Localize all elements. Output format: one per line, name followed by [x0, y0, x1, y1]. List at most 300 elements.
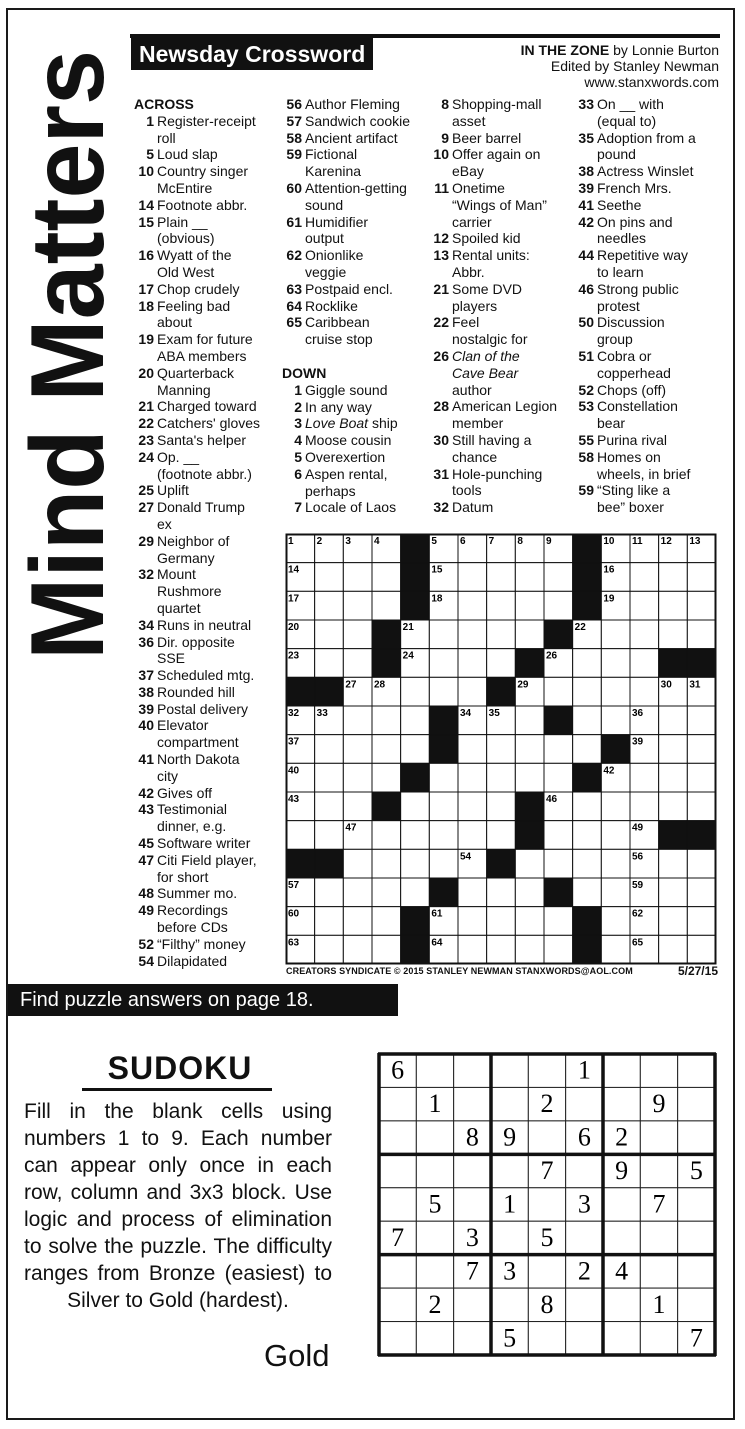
clue-number: 8	[441, 96, 449, 112]
crossword-cell[interactable]	[601, 792, 630, 821]
clue-line	[429, 230, 579, 247]
crossword-cell[interactable]	[573, 677, 602, 706]
clue-text: Chop crudely	[157, 280, 240, 297]
sudoku-cell[interactable]	[379, 1154, 416, 1187]
crossword-cell[interactable]	[458, 878, 487, 907]
crossword-cell[interactable]	[487, 878, 516, 907]
sudoku-given-digit: 5	[689, 1156, 703, 1186]
sudoku-cell[interactable]	[491, 1154, 528, 1187]
sudoku-cell[interactable]	[528, 1255, 565, 1288]
crossword-cell[interactable]	[343, 706, 372, 735]
crossword-cell-number: 43	[288, 794, 300, 805]
clue-text: American Legion	[452, 398, 558, 415]
sudoku-cell[interactable]	[379, 1121, 416, 1154]
crossword-cell[interactable]	[544, 563, 573, 592]
crossword-cell[interactable]	[315, 821, 344, 850]
crossword-cell[interactable]	[343, 763, 372, 792]
crossword-black-square	[659, 821, 688, 850]
clue-line	[134, 701, 282, 718]
crossword-cell[interactable]	[458, 649, 487, 678]
crossword-cell[interactable]	[372, 821, 401, 850]
crossword-cell-number: 3	[345, 536, 351, 547]
crossword-cell[interactable]	[630, 649, 659, 678]
clue-text: Chops (off)	[597, 381, 666, 398]
crossword-cell[interactable]	[659, 878, 688, 907]
clue-line	[134, 113, 282, 130]
crossword-cell[interactable]	[429, 649, 458, 678]
clue-line	[134, 835, 282, 852]
sudoku-cell[interactable]	[416, 1255, 453, 1288]
clue-number: 32	[433, 499, 449, 516]
clue-number: 35	[578, 129, 594, 146]
crossword-cell[interactable]	[429, 763, 458, 792]
clue-number	[134, 869, 157, 886]
crossword-cell[interactable]	[687, 792, 716, 821]
crossword-cell[interactable]	[515, 907, 544, 936]
crossword-cell[interactable]	[372, 878, 401, 907]
crossword-cell[interactable]	[630, 620, 659, 649]
crossword-cell[interactable]	[659, 907, 688, 936]
crossword-cell[interactable]	[573, 878, 602, 907]
crossword-cell-number: 27	[345, 679, 357, 691]
crossword-cell-number: 24	[402, 650, 414, 662]
crossword-cell[interactable]	[515, 935, 544, 964]
sudoku-cell[interactable]	[603, 1054, 640, 1087]
clue-number	[574, 264, 597, 281]
sudoku-cell[interactable]	[603, 1221, 640, 1254]
crossword-cell[interactable]	[458, 591, 487, 620]
crossword-cell[interactable]	[601, 649, 630, 678]
sudoku-cell[interactable]	[678, 1288, 715, 1321]
clue-text: (obvious)	[157, 230, 215, 247]
crossword-cell[interactable]	[372, 735, 401, 764]
clue-text: Summer mo.	[157, 885, 238, 902]
crossword-black-square	[544, 706, 573, 735]
crossword-cell[interactable]	[429, 792, 458, 821]
sudoku-cell[interactable]	[678, 1188, 715, 1221]
sudoku-cell[interactable]	[379, 1188, 416, 1221]
sudoku-cell[interactable]	[678, 1255, 715, 1288]
clue-text: Software writer	[157, 835, 251, 852]
clue-number	[134, 230, 157, 247]
crossword-cell[interactable]	[601, 706, 630, 735]
crossword-cell[interactable]	[315, 649, 344, 678]
sudoku-cell[interactable]	[640, 1322, 677, 1355]
sudoku-cell[interactable]	[566, 1322, 603, 1355]
sudoku-cell[interactable]	[603, 1188, 640, 1221]
crossword-cell[interactable]	[458, 735, 487, 764]
puzzle-author: by Lonnie Burton	[613, 42, 719, 58]
crossword-cell[interactable]	[372, 763, 401, 792]
crossword-cell[interactable]	[687, 563, 716, 592]
crossword-cell[interactable]	[401, 849, 430, 878]
crossword-cell[interactable]	[687, 591, 716, 620]
sudoku-cell[interactable]	[491, 1221, 528, 1254]
sudoku-cell[interactable]	[603, 1288, 640, 1321]
sudoku-cell[interactable]	[640, 1221, 677, 1254]
crossword-cell[interactable]	[687, 763, 716, 792]
clue-line	[429, 449, 579, 466]
clue-number: 18	[138, 297, 154, 314]
crossword-cell[interactable]	[286, 821, 315, 850]
crossword-cell[interactable]	[515, 735, 544, 764]
sudoku-cell[interactable]	[528, 1188, 565, 1221]
crossword-cell[interactable]	[401, 878, 430, 907]
crossword-cell[interactable]	[315, 563, 344, 592]
crossword-cell[interactable]	[429, 620, 458, 649]
clue-number: 14	[138, 196, 154, 213]
crossword-cell[interactable]	[458, 821, 487, 850]
clue-line	[574, 163, 724, 180]
crossword-cell[interactable]	[573, 849, 602, 878]
clue-line	[134, 449, 282, 466]
crossword-cell[interactable]	[487, 591, 516, 620]
crossword-cell[interactable]	[487, 763, 516, 792]
crossword-cell[interactable]	[343, 935, 372, 964]
crossword-cell-number: 46	[546, 794, 558, 805]
crossword-cell[interactable]	[630, 563, 659, 592]
crossword-grid[interactable]	[286, 534, 716, 964]
sudoku-cell[interactable]	[678, 1054, 715, 1087]
crossword-cell[interactable]	[487, 935, 516, 964]
sudoku-cell[interactable]	[416, 1054, 453, 1087]
crossword-cell[interactable]	[573, 821, 602, 850]
crossword-cell[interactable]	[401, 706, 430, 735]
crossword-cell-number: 1	[288, 536, 294, 547]
crossword-cell[interactable]	[544, 907, 573, 936]
crossword-cell[interactable]	[573, 792, 602, 821]
sudoku-cell[interactable]	[379, 1322, 416, 1355]
clue-text: perhaps	[305, 482, 356, 499]
crossword-cell[interactable]	[544, 849, 573, 878]
crossword-cell[interactable]	[315, 935, 344, 964]
sudoku-cell[interactable]	[566, 1154, 603, 1187]
sudoku-cell[interactable]	[640, 1121, 677, 1154]
crossword-cell[interactable]	[401, 677, 430, 706]
crossword-cell[interactable]	[659, 935, 688, 964]
crossword-cell[interactable]	[458, 763, 487, 792]
clue-line	[134, 852, 282, 869]
crossword-cell[interactable]	[544, 591, 573, 620]
crossword-cell[interactable]	[343, 563, 372, 592]
crossword-black-square	[573, 534, 602, 563]
clue-section-header: ACROSS	[134, 96, 194, 112]
crossword-cell[interactable]	[487, 821, 516, 850]
crossword-cell[interactable]	[630, 677, 659, 706]
crossword-cell[interactable]	[458, 677, 487, 706]
crossword-cell[interactable]	[601, 878, 630, 907]
crossword-cell[interactable]	[429, 677, 458, 706]
crossword-cell[interactable]	[515, 620, 544, 649]
sudoku-instructions: Fill in the blank cells using numbers 1 to 9. Each number can appear only once in each row, column and 3x3 block. Use logic and process of elimination to solve the puzzle. The difficulty ranges from Bronze (easiest) to Silver to Gold (hardest).	[24, 1100, 332, 1312]
crossword-cell[interactable]	[372, 591, 401, 620]
copyright-credit: CREATORS SYNDICATE © 2015 STANLEY NEWMAN STANXWORDS@AOL.COM	[286, 966, 633, 976]
sudoku-cell[interactable]	[640, 1255, 677, 1288]
crossword-cell[interactable]	[315, 591, 344, 620]
clue-text: “Sting like a	[597, 482, 671, 499]
crossword-cell[interactable]	[601, 620, 630, 649]
crossword-cell[interactable]	[659, 792, 688, 821]
crossword-cell[interactable]	[487, 649, 516, 678]
crossword-cell[interactable]	[372, 563, 401, 592]
crossword-cell[interactable]	[372, 907, 401, 936]
crossword-cell[interactable]	[487, 563, 516, 592]
clue-line	[134, 768, 282, 785]
sudoku-cell[interactable]	[454, 1288, 491, 1321]
clue-number: 10	[138, 163, 154, 180]
crossword-cell-number: 23	[288, 650, 300, 662]
crossword-cell[interactable]	[601, 677, 630, 706]
clue-number: 64	[286, 297, 302, 314]
clue-number	[429, 264, 452, 281]
crossword-cell[interactable]	[429, 849, 458, 878]
clue-text: Constellation	[597, 398, 678, 415]
crossword-cell[interactable]	[659, 620, 688, 649]
crossword-cell[interactable]	[659, 591, 688, 620]
clue-text: “Wings of Man”	[452, 196, 547, 213]
crossword-black-square	[573, 563, 602, 592]
clue-line	[134, 936, 282, 953]
crossword-cell[interactable]	[315, 763, 344, 792]
crossword-cell[interactable]	[401, 821, 430, 850]
crossword-cell[interactable]	[401, 792, 430, 821]
sudoku-cell[interactable]	[528, 1322, 565, 1355]
crossword-cell[interactable]	[487, 735, 516, 764]
clue-text: protest	[597, 297, 640, 314]
clue-line	[134, 382, 282, 399]
clue-number: 17	[138, 280, 154, 297]
sudoku-cell[interactable]	[379, 1288, 416, 1321]
crossword-cell-number: 29	[517, 679, 529, 691]
sudoku-cell[interactable]	[379, 1255, 416, 1288]
crossword-cell[interactable]	[458, 620, 487, 649]
sudoku-cell[interactable]	[379, 1087, 416, 1120]
clue-line	[574, 281, 724, 298]
sudoku-cell[interactable]	[640, 1154, 677, 1187]
clue-number	[429, 298, 452, 315]
crossword-cell[interactable]	[687, 849, 716, 878]
sudoku-cell[interactable]	[491, 1288, 528, 1321]
clue-number	[282, 331, 305, 348]
clue-text: On pins and	[597, 213, 673, 230]
crossword-cell[interactable]	[687, 706, 716, 735]
crossword-cell[interactable]	[343, 907, 372, 936]
clue-text: before CDs	[157, 919, 228, 936]
crossword-cell[interactable]	[315, 792, 344, 821]
sudoku-cell[interactable]	[566, 1288, 603, 1321]
sudoku-cell[interactable]	[491, 1087, 528, 1120]
clue-line	[134, 264, 282, 281]
crossword-cell[interactable]	[343, 620, 372, 649]
clue-text: wheels, in brief	[597, 465, 691, 482]
crossword-cell[interactable]	[343, 591, 372, 620]
crossword-black-square	[487, 849, 516, 878]
byline	[521, 42, 719, 90]
crossword-cell[interactable]	[601, 849, 630, 878]
sudoku-cell[interactable]	[566, 1221, 603, 1254]
sudoku-cell[interactable]	[566, 1087, 603, 1120]
sudoku-cell[interactable]	[454, 1087, 491, 1120]
clue-line	[574, 197, 724, 214]
sudoku-given-digit: 4	[615, 1256, 629, 1286]
crossword-cell[interactable]	[544, 935, 573, 964]
crossword-black-square	[515, 649, 544, 678]
sudoku-cell[interactable]	[416, 1154, 453, 1187]
clue-text: Footnote abbr.	[157, 196, 248, 213]
clue-number	[574, 365, 597, 382]
crossword-cell[interactable]	[515, 763, 544, 792]
sudoku-cell[interactable]	[528, 1121, 565, 1154]
crossword-cell[interactable]	[687, 878, 716, 907]
clue-number	[429, 415, 452, 432]
clue-number	[429, 163, 452, 180]
crossword-cell[interactable]	[515, 878, 544, 907]
sudoku-cell[interactable]	[678, 1087, 715, 1120]
crossword-cell[interactable]	[401, 735, 430, 764]
crossword-cell[interactable]	[458, 907, 487, 936]
crossword-cell[interactable]	[659, 849, 688, 878]
clue-line	[574, 432, 724, 449]
sudoku-cell[interactable]	[491, 1054, 528, 1087]
crossword-cell[interactable]	[544, 735, 573, 764]
clue-line	[282, 130, 432, 147]
sudoku-cell[interactable]	[454, 1054, 491, 1087]
crossword-cell[interactable]	[601, 907, 630, 936]
crossword-cell[interactable]	[544, 677, 573, 706]
crossword-cell[interactable]	[315, 620, 344, 649]
clue-text: Karenina	[305, 163, 362, 180]
crossword-cell[interactable]	[687, 620, 716, 649]
sudoku-cell[interactable]	[416, 1121, 453, 1154]
crossword-cell[interactable]	[515, 591, 544, 620]
clue-number: 39	[138, 700, 154, 717]
sudoku-given-digit: 6	[391, 1055, 405, 1085]
crossword-cell[interactable]	[315, 907, 344, 936]
crossword-cell[interactable]	[515, 563, 544, 592]
crossword-black-square	[372, 620, 401, 649]
sudoku-cell[interactable]	[454, 1322, 491, 1355]
crossword-cell-number: 62	[632, 908, 644, 920]
clue-line	[574, 298, 724, 315]
crossword-cell[interactable]	[343, 649, 372, 678]
crossword-cell[interactable]	[659, 763, 688, 792]
crossword-cell[interactable]	[515, 706, 544, 735]
sudoku-cell[interactable]	[416, 1221, 453, 1254]
crossword-cell[interactable]	[544, 821, 573, 850]
crossword-cell-number: 20	[288, 622, 300, 633]
clue-line	[134, 466, 282, 483]
clue-line	[282, 264, 432, 281]
crossword-cell[interactable]	[458, 563, 487, 592]
clue-number: 48	[138, 885, 154, 902]
sudoku-cell[interactable]	[678, 1221, 715, 1254]
clue-line	[134, 230, 282, 247]
crossword-cell[interactable]	[687, 935, 716, 964]
clue-line	[574, 113, 724, 130]
crossword-cell[interactable]	[458, 792, 487, 821]
clue-number	[574, 331, 597, 348]
crossword-cell[interactable]	[601, 821, 630, 850]
clue-line	[429, 214, 579, 231]
clue-line	[574, 348, 724, 365]
sudoku-cell[interactable]	[454, 1154, 491, 1187]
sudoku-cell[interactable]	[454, 1188, 491, 1221]
clue-line	[134, 902, 282, 919]
crossword-cell[interactable]	[458, 935, 487, 964]
crossword-cell[interactable]	[659, 735, 688, 764]
sudoku-cell[interactable]	[603, 1087, 640, 1120]
crossword-black-square	[372, 649, 401, 678]
sudoku-cell[interactable]	[528, 1054, 565, 1087]
clue-line	[282, 180, 432, 197]
clue-line	[429, 96, 579, 113]
crossword-cell[interactable]	[659, 563, 688, 592]
crossword-cell[interactable]	[630, 792, 659, 821]
crossword-cell[interactable]	[315, 735, 344, 764]
clue-text: Fictional	[305, 146, 358, 163]
clue-line	[134, 717, 282, 734]
crossword-cell[interactable]	[515, 849, 544, 878]
answers-note: Find puzzle answers on page 18.	[8, 984, 398, 1016]
sudoku-cell[interactable]	[678, 1121, 715, 1154]
crossword-cell[interactable]	[659, 706, 688, 735]
crossword-cell[interactable]	[687, 907, 716, 936]
crossword-cell-number: 65	[632, 937, 644, 949]
clue-number: 5	[294, 448, 302, 465]
crossword-cell[interactable]	[573, 735, 602, 764]
sudoku-cell[interactable]	[603, 1322, 640, 1355]
crossword-cell[interactable]	[487, 907, 516, 936]
crossword-cell[interactable]	[429, 821, 458, 850]
crossword-cell[interactable]	[544, 763, 573, 792]
crossword-cell[interactable]	[487, 620, 516, 649]
crossword-cell[interactable]	[573, 706, 602, 735]
crossword-cell[interactable]	[372, 849, 401, 878]
crossword-cell[interactable]	[573, 649, 602, 678]
clue-text: Citi Field player,	[157, 851, 257, 868]
crossword-cell[interactable]	[687, 735, 716, 764]
crossword-cell[interactable]	[630, 763, 659, 792]
clue-text: Postpaid encl.	[305, 280, 393, 297]
sudoku-cell[interactable]	[416, 1322, 453, 1355]
clue-line	[134, 298, 282, 315]
crossword-cell[interactable]	[487, 792, 516, 821]
crossword-cell-number: 61	[431, 908, 443, 920]
clue-number: 13	[433, 247, 449, 264]
clue-text: for short	[157, 868, 209, 885]
crossword-cell[interactable]	[343, 878, 372, 907]
crossword-cell[interactable]	[372, 935, 401, 964]
publication-title: Newsday Crossword	[131, 38, 373, 70]
crossword-cell[interactable]	[630, 591, 659, 620]
crossword-black-square	[429, 878, 458, 907]
clue-text: Dilapidated	[157, 952, 228, 969]
crossword-cell[interactable]	[343, 849, 372, 878]
crossword-cell[interactable]	[343, 735, 372, 764]
crossword-cell[interactable]	[372, 706, 401, 735]
crossword-cell[interactable]	[601, 935, 630, 964]
crossword-cell-number: 19	[603, 593, 615, 605]
clue-line	[429, 281, 579, 298]
clue-text: Recordings	[157, 902, 228, 919]
sudoku-cell[interactable]	[640, 1054, 677, 1087]
crossword-cell[interactable]	[315, 878, 344, 907]
crossword-cell[interactable]	[343, 792, 372, 821]
clue-line	[574, 382, 724, 399]
crossword-black-square	[401, 935, 430, 964]
clue-text: Feeling bad	[157, 297, 231, 314]
sudoku-grid[interactable]	[377, 1052, 717, 1357]
